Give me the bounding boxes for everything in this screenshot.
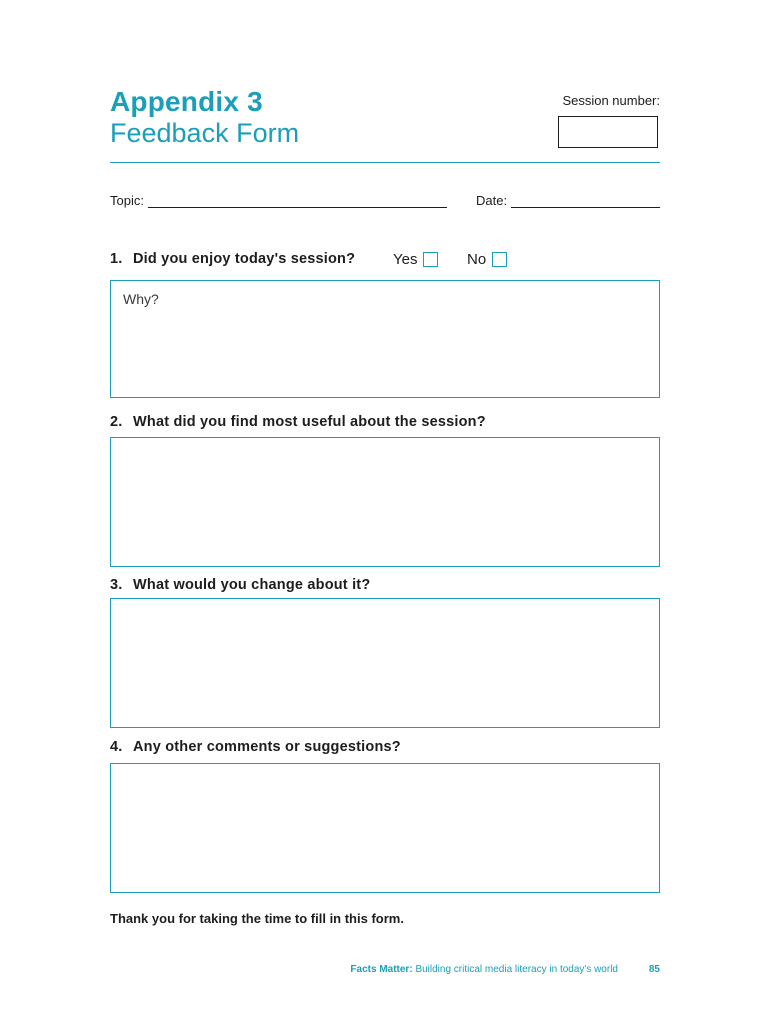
date-field[interactable] <box>476 193 660 208</box>
yes-option[interactable] <box>393 251 438 268</box>
appendix-title: Appendix 3 <box>110 86 263 117</box>
no-checkbox[interactable] <box>492 252 507 267</box>
no-option[interactable] <box>467 251 507 268</box>
topic-input-line[interactable] <box>148 195 447 208</box>
question-number: 4. <box>110 739 123 755</box>
question-text: Did you enjoy today's session? <box>133 251 356 267</box>
question-number: 2. <box>110 414 123 430</box>
footer-brand: Facts Matter: <box>350 964 413 975</box>
answer-box-2[interactable] <box>110 437 660 567</box>
date-label: Date: <box>476 193 508 208</box>
form-title: Feedback Form <box>110 118 300 148</box>
yes-label: Yes <box>393 251 418 268</box>
question-number: 3. <box>110 577 123 593</box>
session-number-input[interactable] <box>558 116 658 148</box>
no-label: No <box>467 251 487 268</box>
page-number: 85 <box>648 964 660 975</box>
answer-box-3[interactable] <box>110 598 660 728</box>
answer-box-1[interactable] <box>110 280 660 398</box>
header-divider <box>110 162 660 163</box>
question-text: What did you find most useful about the session? <box>133 414 486 430</box>
question-text: Any other comments or suggestions? <box>133 739 401 755</box>
why-prompt: Why? <box>123 291 159 307</box>
topic-field[interactable] <box>110 193 447 208</box>
question-1 <box>110 251 355 267</box>
footer-tagline: Building critical media literacy in today's world <box>415 964 618 975</box>
question-number: 1. <box>110 251 123 267</box>
footer <box>330 964 618 975</box>
question-3 <box>110 577 370 593</box>
question-text: What would you change about it? <box>133 577 371 593</box>
topic-label: Topic: <box>110 193 144 208</box>
question-2 <box>110 414 486 430</box>
yes-checkbox[interactable] <box>423 252 438 267</box>
question-4 <box>110 739 401 755</box>
thank-you-note: Thank you for taking the time to fill in this form. <box>110 911 404 926</box>
answer-box-4[interactable] <box>110 763 660 893</box>
session-number-label: Session number: <box>562 93 660 108</box>
date-input-line[interactable] <box>511 195 660 208</box>
